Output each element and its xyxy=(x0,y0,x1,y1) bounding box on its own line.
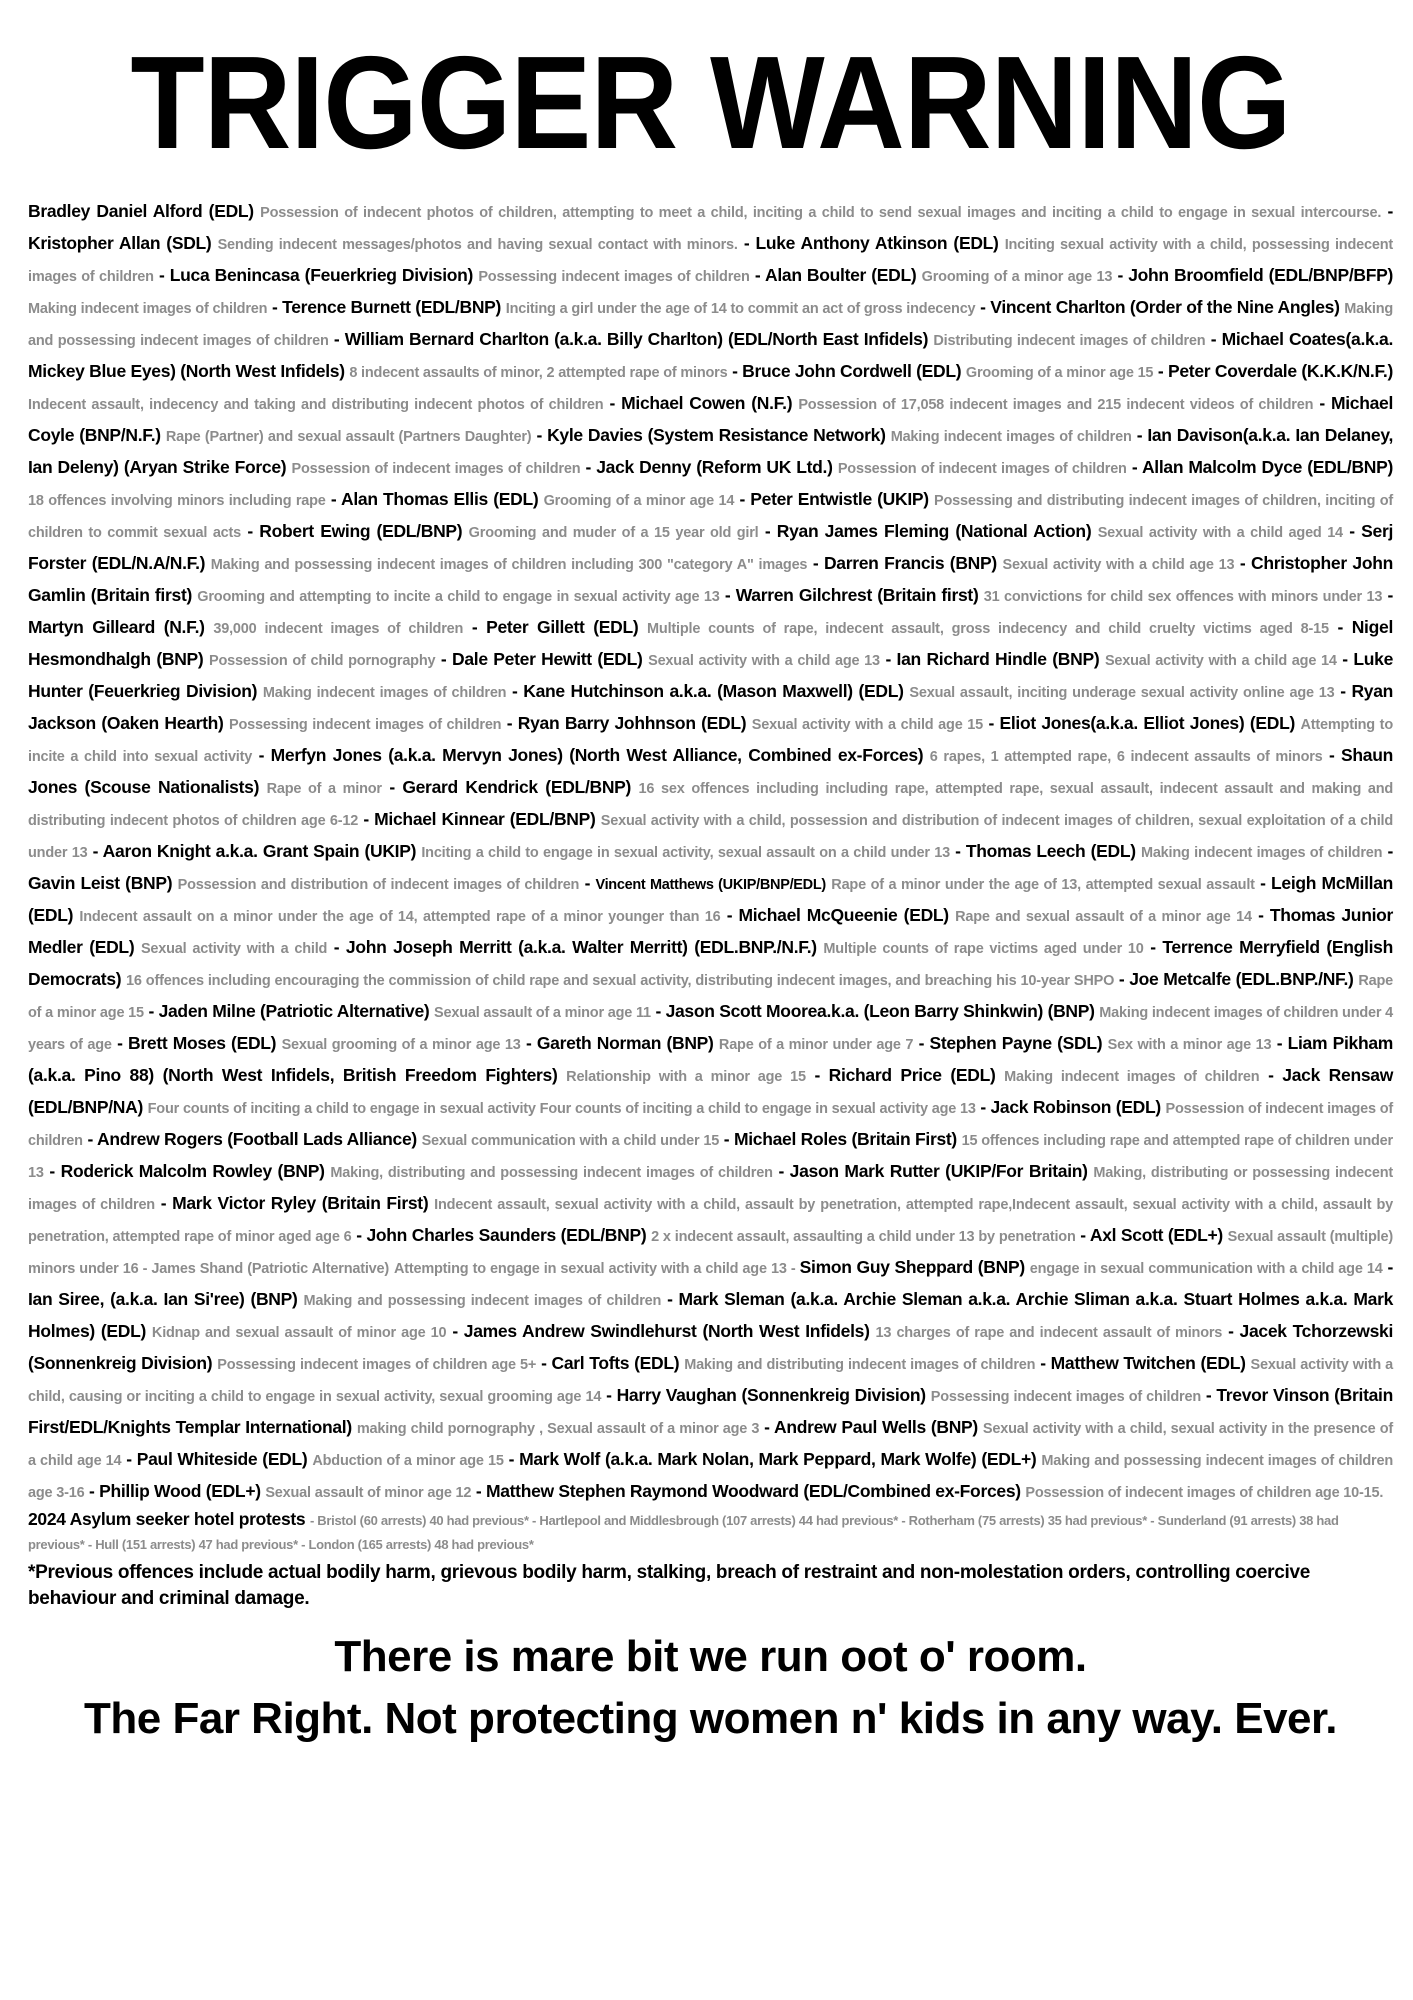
offence-text: 16 sex offences including including rape, attempted rape, sexual assault, indecent assault and making and distributing indecent photos of children age 6-12 xyxy=(28,781,1394,829)
list-item xyxy=(151,1257,799,1277)
offence-text: Possessing indecent images of children age 5+ xyxy=(217,1357,537,1373)
offender-name: Joe Metcalfe (EDL.BNP./NF.) xyxy=(1129,969,1354,989)
list-item xyxy=(128,1033,537,1053)
offender-name: Warren Gilchrest (Britain first) xyxy=(735,585,979,605)
offender-name: Ian Richard Hindle (BNP) xyxy=(896,649,1100,669)
list-item xyxy=(28,1289,679,1309)
offender-name: Nigel Hesmondhalgh (BNP) xyxy=(28,617,1394,669)
offence-text: Sexual activity with a child, sexual activity in the presence of a child age 14 xyxy=(28,1421,1394,1469)
entry-separator: - xyxy=(1336,649,1354,669)
entry-separator: - xyxy=(1112,265,1129,285)
protests-paragraph xyxy=(28,1508,1393,1556)
offence-text: Possession and distribution of indecent images of children xyxy=(177,877,580,893)
list-item xyxy=(595,873,1271,893)
offender-name: Liam Pikham (a.k.a. Pino 88) (North West Infidels, British Freedom Fighters) xyxy=(28,1033,1394,1085)
offence-text: Indecent assault, sexual activity with a child, assault by penetration, attempted rape,Indecent assault, sexual activity with a child, assault by penetration, attempted rape of minor aged age 6 xyxy=(28,1197,1394,1245)
offender-name: Stephen Payne (SDL) xyxy=(929,1033,1103,1053)
offender-name: Robert Ewing (EDL/BNP) xyxy=(259,521,463,541)
offence-text: Making indecent images of children xyxy=(890,429,1132,445)
offence-text: Rape of a minor under age 7 xyxy=(718,1037,914,1053)
protests-heading: 2024 Asylum seeker hotel protests xyxy=(28,1509,306,1529)
offence-text: Possessing and distributing indecent images of children, inciting of children to commit sexual acts xyxy=(28,493,1394,541)
offender-name: Gavin Leist (BNP) xyxy=(28,873,173,893)
entry-separator: - xyxy=(1114,969,1130,989)
entry-separator: - xyxy=(153,265,170,285)
offence-text: Making and possessing indecent images of children including 300 "category A" images xyxy=(210,557,808,573)
offender-name: John Charles Saunders (EDL/BNP) xyxy=(366,1225,647,1245)
entry-separator: - xyxy=(603,393,622,413)
entry-separator: - xyxy=(241,521,260,541)
offence-text: Possession of indecent images of children age 10-15. xyxy=(1025,1485,1384,1501)
list-item xyxy=(452,649,897,669)
entry-separator: - xyxy=(43,1161,61,1181)
offence-text: Indecent assault, indecency and taking and distributing indecent photos of children xyxy=(28,397,604,413)
offence-text: Making and possessing indecent images of children xyxy=(28,301,1394,349)
offender-name: Jason Mark Rutter (UKIP/For Britain) xyxy=(789,1161,1088,1181)
offender-name: Gareth Norman (BNP) xyxy=(536,1033,714,1053)
offender-name: Ian Davison(a.k.a. Ian Delaney, Ian Deleny) (Aryan Strike Force) xyxy=(28,425,1394,477)
entry-separator: - xyxy=(435,649,452,669)
list-item xyxy=(897,649,1354,669)
entry-separator: - xyxy=(772,1161,790,1181)
entry-separator: - xyxy=(1200,1385,1217,1405)
offence-text: Making and possessing indecent images of children xyxy=(303,1293,662,1309)
list-item xyxy=(617,1385,1217,1405)
offence-text: Sexual assault of minor age 12 xyxy=(265,1485,472,1501)
offence-text: Attempting to incite a child into sexual activity xyxy=(28,717,1393,765)
entry-separator: - xyxy=(983,713,1000,733)
offender-name: Peter Entwistle (UKIP) xyxy=(750,489,929,509)
list-item xyxy=(366,1225,1089,1245)
closing-line-2: The Far Right. Not protecting women n' kids in any way. Ever. xyxy=(84,1694,1337,1743)
offence-text: Rape of a minor xyxy=(266,781,382,797)
offender-name: Michael Coates(a.k.a. Mickey Blue Eyes) (North West Infidels) xyxy=(28,329,1394,381)
list-item xyxy=(518,713,1000,733)
offender-name: Terrence Merryfield (English Democrats) xyxy=(28,937,1393,989)
offence-text: Grooming of a minor age 15 xyxy=(965,365,1154,381)
entry-separator: - xyxy=(758,521,777,541)
list-item xyxy=(341,489,750,509)
entry-separator: - xyxy=(501,713,518,733)
offence-text: 6 rapes, 1 attempted rape, 6 indecent assaults of minors xyxy=(929,749,1323,765)
offender-name: Brett Moses (EDL) xyxy=(128,1033,277,1053)
offender-name: Bradley Daniel Alford (EDL) xyxy=(28,201,254,221)
offender-name: Phillip Wood (EDL+) xyxy=(99,1481,261,1501)
offender-name: Allan Malcolm Dyce (EDL/BNP) xyxy=(1141,457,1394,477)
offender-name: Vincent Matthews (UKIP/BNP/EDL) xyxy=(595,877,826,893)
offender-name: Luca Benincasa (Feuerkrieg Division) xyxy=(169,265,474,285)
entry-separator: - xyxy=(975,1097,991,1117)
offence-text: Possession of child pornography xyxy=(209,653,436,669)
offence-text: Making indecent images of children xyxy=(1140,845,1383,861)
list-item xyxy=(537,1033,930,1053)
offence-text: Making and distributing indecent images of children xyxy=(684,1357,1036,1373)
offender-name: Roderick Malcolm Rowley (BNP) xyxy=(60,1161,325,1181)
offence-text: Making indecent images of children xyxy=(28,301,268,317)
list-item xyxy=(282,297,990,317)
offence-text: Possession of indecent images of children xyxy=(291,461,581,477)
entry-separator: - xyxy=(1035,1353,1051,1373)
list-item xyxy=(97,1129,734,1149)
offender-name: Luke Anthony Atkinson (EDL) xyxy=(755,233,999,253)
list-item xyxy=(259,521,776,541)
entry-separator: - xyxy=(358,809,375,829)
offender-name: Mark Victor Ryley (Britain First) xyxy=(172,1193,429,1213)
entry-separator: - xyxy=(1382,585,1394,605)
offender-name: Jack Denny (Reform UK Ltd.) xyxy=(596,457,833,477)
offender-list xyxy=(28,196,1393,1508)
offence-text: Grooming and attempting to incite a child to engage in sexual activity age 13 xyxy=(197,589,720,605)
offender-name: Ian Siree, (a.k.a. Ian Si'ree) (BNP) xyxy=(28,1289,298,1309)
entry-separator: - xyxy=(727,361,743,381)
offence-text: Possession of indecent images of children xyxy=(28,1101,1394,1149)
offender-name: Christopher John Gamlin (Britain first) xyxy=(28,553,1394,605)
offender-name: Michael Coyle (BNP/N.F.) xyxy=(28,393,1394,445)
offender-name: Jaden Milne (Patriotic Alternative) xyxy=(158,1001,430,1021)
offender-name: Axl Scott (EDL+) xyxy=(1089,1225,1223,1245)
offence-text: Grooming of a minor age 14 xyxy=(543,493,735,509)
entry-separator: - xyxy=(111,1033,129,1053)
entry-separator: - xyxy=(759,1417,774,1437)
offender-name: Gerard Kendrick (EDL/BNP) xyxy=(402,777,632,797)
offence-text: Sexual assault, inciting underage sexual activity online age 13 xyxy=(909,685,1335,701)
offence-text: 31 convictions for child sex offences with minors under 13 xyxy=(983,589,1383,605)
offence-text: Sexual activity with a child, causing or inciting a child to engage in sexual activity, sexual grooming age 14 xyxy=(28,1357,1394,1405)
offence-text: 8 indecent assaults of minor, 2 attempted rape of minors xyxy=(349,365,728,381)
offence-text: Sexual activity with a child age 14 xyxy=(1104,653,1337,669)
offence-text: Sex with a minor age 13 xyxy=(1107,1037,1272,1053)
offender-name: James Shand (Patriotic Alternative) xyxy=(151,1261,390,1277)
list-item xyxy=(800,1257,1393,1277)
entry-separator: - xyxy=(1342,521,1362,541)
offender-name: Shaun Jones (Scouse Nationalists) xyxy=(28,745,1394,797)
offence-text: Sexual communication with a child under 15 xyxy=(421,1133,720,1149)
offender-name: John Broomfield (EDL/BNP/BFP) xyxy=(1128,265,1394,285)
entry-separator: - xyxy=(734,489,751,509)
list-item xyxy=(765,265,1128,285)
offender-name: Michael McQueenie (EDL) xyxy=(738,905,949,925)
page-title: TRIGGER WARNING xyxy=(130,29,1291,176)
entry-separator: - xyxy=(121,1449,137,1469)
list-item xyxy=(28,617,486,637)
entry-separator: - xyxy=(84,1481,100,1501)
list-item xyxy=(621,393,1331,413)
list-item xyxy=(28,201,1393,221)
offence-text: Four counts of inciting a child to engage in sexual activity Four counts of inciting a child to engage in sexual activity age 13 xyxy=(147,1101,976,1117)
entry-separator: - xyxy=(1234,553,1251,573)
offender-name: Thomas Leech (EDL) xyxy=(965,841,1136,861)
offence-text: Making, distributing and possessing indecent images of children xyxy=(330,1165,773,1181)
offender-name: Martyn Gilleard (N.F.) xyxy=(28,617,205,637)
entry-separator: - xyxy=(327,937,346,957)
entry-separator: - xyxy=(1259,1065,1283,1085)
entry-separator: - xyxy=(154,1193,173,1213)
offender-name: Michael Roles (Britain First) xyxy=(733,1129,957,1149)
list-item xyxy=(346,937,1162,957)
list-item xyxy=(552,1353,1051,1373)
entry-separator: - xyxy=(879,649,897,669)
entry-separator: - xyxy=(661,1289,679,1309)
offence-text: Possession of indecent photos of children, attempting to meet a child, inciting a child to send sexual images and inciting a child to engage in sexual intercourse. xyxy=(260,205,1382,221)
offender-name: Andrew Paul Wells (BNP) xyxy=(774,1417,978,1437)
offence-text: Relationship with a minor age 15 xyxy=(566,1069,806,1085)
entry-separator: - xyxy=(950,841,966,861)
entry-separator: - xyxy=(786,1261,800,1277)
offender-name: Ryan James Fleming (National Action) xyxy=(776,521,1092,541)
entry-separator: - xyxy=(520,1033,537,1053)
offender-name: Bruce John Cordwell (EDL) xyxy=(742,361,962,381)
offence-text: 13 charges of rape and indecent assault of minors xyxy=(875,1325,1223,1341)
entry-separator: - xyxy=(87,841,103,861)
footnote: *Previous offences include actual bodily harm, grievous bodily harm, stalking, breach of restraint and non-molestation orders, controlling coercive behaviour and criminal damage. xyxy=(28,1562,1310,1609)
entry-separator: - xyxy=(1254,873,1272,893)
offender-name: Matthew Twitchen (EDL) xyxy=(1050,1353,1246,1373)
list-item xyxy=(28,233,755,253)
offence-text: Sexual assault of a minor age 11 xyxy=(434,1005,651,1021)
entry-separator: - xyxy=(381,777,403,797)
offender-name: John Joseph Merritt (a.k.a. Walter Merritt) (EDL.BNP./N.F.) xyxy=(345,937,817,957)
offender-name: Terence Burnett (EDL/BNP) xyxy=(282,297,502,317)
offender-name: Thomas Junior Medler (EDL) xyxy=(28,905,1394,957)
offender-name: Darren Francis (BNP) xyxy=(823,553,997,573)
list-item xyxy=(103,841,966,861)
offender-name: Aaron Knight a.k.a. Grant Spain (UKIP) xyxy=(102,841,417,861)
offence-text: Distributing indecent images of children xyxy=(933,333,1206,349)
entry-separator: - xyxy=(328,329,345,349)
entry-separator: - xyxy=(351,1225,367,1245)
offence-text: Abduction of a minor age 15 xyxy=(312,1453,504,1469)
offender-name: Michael Kinnear (EDL/BNP) xyxy=(374,809,596,829)
offender-name: Jason Scott Moorea.k.a. (Leon Barry Shinkwin) (BNP) xyxy=(665,1001,1095,1021)
offence-text: Sexual activity with a child xyxy=(140,941,328,957)
entry-separator: - xyxy=(1382,1257,1394,1277)
list-item xyxy=(929,1033,1287,1053)
offender-name: Jack Robinson (EDL) xyxy=(990,1097,1161,1117)
offender-name: Jacek Tchorzewski (Sonnenkreig Division) xyxy=(28,1321,1394,1373)
offence-text: Attempting to engage in sexual activity with a child age 13 xyxy=(393,1261,787,1277)
entry-separator: - xyxy=(737,233,756,253)
offender-name: Mark Wolf (a.k.a. Mark Nolan, Mark Peppard, Mark Wolfe) (EDL+) xyxy=(519,1449,1037,1469)
offender-name: Paul Whiteside (EDL) xyxy=(136,1449,308,1469)
entry-separator: - xyxy=(1205,329,1222,349)
entry-separator: - xyxy=(807,553,824,573)
offence-text: making child pornography , Sexual assault of a minor age 3 xyxy=(356,1421,760,1437)
list-item xyxy=(736,585,1393,605)
entry-separator: - xyxy=(650,1001,666,1021)
list-item xyxy=(742,361,1168,381)
entry-separator: - xyxy=(252,745,271,765)
offence-text: 2 x indecent assault, assaulting a child under 13 by penetration xyxy=(651,1229,1076,1245)
offender-name: Kane Hutchinson a.k.a. (Mason Maxwell) (EDL) xyxy=(523,681,904,701)
list-item xyxy=(596,457,1142,477)
offence-text: Multiple counts of rape victims aged under 10 xyxy=(823,941,1144,957)
offence-text: Sexual assault (multiple) minors under 16 xyxy=(28,1229,1393,1277)
offender-name: Alan Boulter (EDL) xyxy=(764,265,917,285)
entry-separator: - xyxy=(1382,841,1394,861)
offender-name: Leigh McMillan (EDL) xyxy=(28,873,1394,925)
list-item xyxy=(486,1481,1383,1501)
entry-separator: - xyxy=(805,1065,829,1085)
offence-text: Rape and sexual assault of a minor age 14 xyxy=(955,909,1252,925)
list-item xyxy=(61,1161,790,1181)
offender-name: Andrew Rogers (Football Lads Alliance) xyxy=(97,1129,417,1149)
offence-text: Inciting sexual activity with a child, possessing indecent images of children xyxy=(28,237,1394,285)
offender-name: Dale Peter Hewitt (EDL) xyxy=(452,649,643,669)
offender-name: Richard Price (EDL) xyxy=(828,1065,996,1085)
offender-name: Ryan Jackson (Oaken Hearth) xyxy=(28,681,1394,733)
list-item xyxy=(271,745,1341,765)
offence-text: Sexual activity with a child age 13 xyxy=(1002,557,1235,573)
list-item xyxy=(738,905,1269,925)
offence-text: 15 offences including rape and attempted rape of children under 13 xyxy=(28,1133,1393,1181)
entry-separator: - xyxy=(325,489,342,509)
offence-text: Rape of a minor under the age of 13, attempted sexual assault xyxy=(831,877,1255,893)
list-item xyxy=(170,265,765,285)
offence-text: Possessing indecent images of children xyxy=(229,717,502,733)
offence-text: 16 offences including encouraging the commission of child rape and sexual activity, distributing indecent images, and breaching his 10-year SHPO xyxy=(126,973,1115,989)
offence-text: Indecent assault on a minor under the age of 14, attempted rape of a minor younger than 16 xyxy=(79,909,721,925)
offender-name: Jack Rensaw (EDL/BNP/NA) xyxy=(28,1065,1394,1117)
offender-name: Peter Coverdale (K.K.K/N.F.) xyxy=(1168,361,1394,381)
offence-text: Grooming of a minor age 13 xyxy=(921,269,1113,285)
list-item xyxy=(486,617,1352,637)
offence-text: Inciting a girl under the age of 14 to commit an act of gross indecency xyxy=(505,301,976,317)
offender-name: Mark Sleman (a.k.a. Archie Sleman a.k.a. Archie Sliman a.k.a. Stuart Holmes a.k.a. Mark Holmes) (EDL) xyxy=(28,1289,1394,1341)
offender-name: Eliot Jones(a.k.a. Elliot Jones) (EDL) xyxy=(999,713,1295,733)
entry-separator: - xyxy=(1271,1033,1288,1053)
offender-name: Vincent Charlton (Order of the Nine Angles) xyxy=(990,297,1340,317)
list-item xyxy=(99,1481,486,1501)
offender-name: Trevor Vinson (Britain First/EDL/Knights Templar International) xyxy=(28,1385,1393,1437)
entry-separator: - xyxy=(531,425,548,445)
entry-separator: - xyxy=(719,585,736,605)
list-item xyxy=(523,681,1351,701)
offender-name: William Bernard Charlton (a.k.a. Billy Charlton) (EDL/North East Infidels) xyxy=(344,329,929,349)
offence-text: Possession of indecent images of children xyxy=(837,461,1127,477)
offender-name: Harry Vaughan (Sonnenkreig Division) xyxy=(616,1385,926,1405)
entry-separator: - xyxy=(1313,393,1331,413)
offender-name: Kyle Davies (System Resistance Network) xyxy=(547,425,886,445)
offence-text: Possessing indecent images of children xyxy=(478,269,750,285)
list-item xyxy=(547,425,1147,445)
entry-separator: - xyxy=(503,1449,520,1469)
entry-separator: - xyxy=(601,1385,617,1405)
list-item xyxy=(345,329,1222,349)
offence-text: Multiple counts of rape, indecent assault, gross indecency and child cruelty victims aged 8-15 xyxy=(647,621,1329,637)
list-item xyxy=(777,521,1361,541)
entry-separator: - xyxy=(1381,201,1393,221)
entry-separator: - xyxy=(1131,425,1148,445)
offender-name: Simon Guy Sheppard (BNP) xyxy=(799,1257,1025,1277)
offender-name: Luke Hunter (Feuerkrieg Division) xyxy=(28,649,1394,701)
entry-separator: - xyxy=(82,1129,98,1149)
entry-separator: - xyxy=(506,681,524,701)
closing-line-1: There is mare bit we run oot o' room. xyxy=(334,1632,1087,1681)
list-item xyxy=(159,1001,666,1021)
offence-text: engage in sexual communication with a child age 14 xyxy=(1029,1261,1383,1277)
protests-detail: - Bristol (60 arrests) 40 had previous* - Hartlepool and Middlesbrough (107 arrests) 44 had previous* - Rotherham (75 arrests) 35 had previous* - Sunderland (91 arrests) 38 had previous* - Hull (151 arrests) 47 had previous* - London (165 arrests) 48 had previous* xyxy=(28,1513,1339,1552)
entry-separator: - xyxy=(1251,905,1270,925)
offender-name: Kristopher Allan (SDL) xyxy=(28,233,212,253)
entry-separator: - xyxy=(267,297,283,317)
offender-name: James Andrew Swindlehurst (North West Infidels) xyxy=(463,1321,870,1341)
list-item xyxy=(824,553,1251,573)
offence-text: Rape (Partner) and sexual assault (Partners Daughter) xyxy=(165,429,532,445)
offence-text: 39,000 indecent images of children xyxy=(213,621,464,637)
offence-text: Possession of 17,058 indecent images and 215 indecent videos of children xyxy=(798,397,1314,413)
offence-text: Sending indecent messages/photos and having sexual contact with minors. xyxy=(217,237,738,253)
list-item xyxy=(464,1321,1240,1341)
offence-text: Making indecent images of children xyxy=(262,685,507,701)
offence-text: Sexual activity with a child age 15 xyxy=(751,717,984,733)
entry-separator: - xyxy=(138,1261,152,1277)
entry-separator: - xyxy=(913,1033,930,1053)
offence-text: Sexual activity with a child aged 14 xyxy=(1097,525,1343,541)
offender-name: Alan Thomas Ellis (EDL) xyxy=(341,489,539,509)
list-item xyxy=(137,1449,519,1469)
entry-separator: - xyxy=(1143,937,1163,957)
offence-text: Grooming and muder of a 15 year old girl xyxy=(468,525,759,541)
offence-text: Rape of a minor age 15 xyxy=(28,973,1393,1021)
list-item xyxy=(966,841,1393,861)
entry-separator: - xyxy=(1153,361,1168,381)
offender-name: Ryan Barry Johhnson (EDL) xyxy=(517,713,747,733)
closing-message xyxy=(28,1626,1393,1750)
offence-text: Sexual activity with a child age 13 xyxy=(648,653,880,669)
offence-text: Making indecent images of children under 4 years of age xyxy=(28,1005,1394,1053)
entry-separator: - xyxy=(719,1129,734,1149)
offender-name: Peter Gillett (EDL) xyxy=(486,617,639,637)
entry-separator: - xyxy=(1328,617,1352,637)
list-item xyxy=(829,1065,1283,1085)
entry-separator: - xyxy=(446,1321,464,1341)
offender-name: Matthew Stephen Raymond Woodward (EDL/Combined ex-Forces) xyxy=(485,1481,1021,1501)
entry-separator: - xyxy=(579,873,596,893)
entry-separator: - xyxy=(749,265,765,285)
offence-text: Making and possessing indecent images of children age 3-16 xyxy=(28,1453,1394,1501)
entry-separator: - xyxy=(1126,457,1142,477)
entry-separator: - xyxy=(1322,745,1342,765)
entry-separator: - xyxy=(536,1353,552,1373)
entry-separator: - xyxy=(143,1001,159,1021)
offence-text: Sexual activity with a child, possession and distribution of indecent images of children, sexual exploitation of a child under 13 xyxy=(28,813,1394,861)
entry-separator: - xyxy=(463,617,487,637)
offender-name: Carl Tofts (EDL) xyxy=(551,1353,680,1373)
offence-text: Possessing indecent images of children xyxy=(930,1389,1201,1405)
list-item xyxy=(28,873,595,893)
entry-separator: - xyxy=(471,1481,486,1501)
offender-name: Serj Forster (EDL/N.A/N.F.) xyxy=(28,521,1394,573)
offender-name: Michael Cowen (N.F.) xyxy=(621,393,793,413)
offence-text: 18 offences involving minors including rape xyxy=(28,493,326,509)
entry-separator: - xyxy=(580,457,597,477)
offence-text: Sexual grooming of a minor age 13 xyxy=(281,1037,521,1053)
offence-text: Kidnap and sexual assault of minor age 10 xyxy=(151,1325,447,1341)
entry-separator: - xyxy=(720,905,739,925)
offence-text: Inciting a child to engage in sexual activity, sexual assault on a child under 13 xyxy=(421,845,951,861)
entry-separator: - xyxy=(1222,1321,1240,1341)
entry-separator: - xyxy=(1075,1225,1090,1245)
offence-text: Making, distributing or possessing indecent images of children xyxy=(28,1165,1394,1213)
offence-text: Making indecent images of children xyxy=(1004,1069,1260,1085)
entry-separator: - xyxy=(1334,681,1352,701)
entry-separator: - xyxy=(975,297,991,317)
offender-name: Merfyn Jones (a.k.a. Mervyn Jones) (North West Alliance, Combined ex-Forces) xyxy=(270,745,924,765)
